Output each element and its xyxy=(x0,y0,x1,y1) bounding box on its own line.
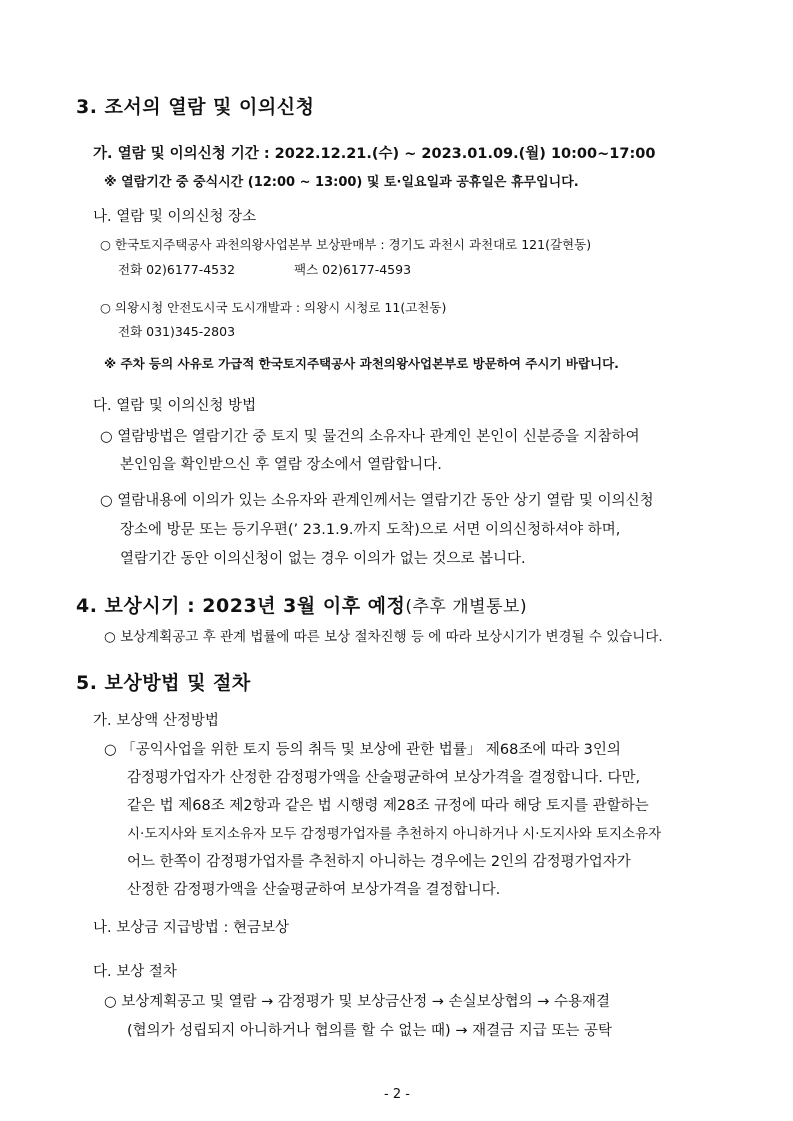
section-4-title-paren: (추후 개별통보) xyxy=(405,597,528,617)
place-lh-tel: 전화 02)6177-4532 xyxy=(118,262,236,277)
calc-line-3: 같은 법 제68조 제2항과 같은 법 시행령 제28조 규정에 따라 해당 토지를 관할하는 xyxy=(127,798,649,814)
period-heading: 가. 열람 및 이의신청 기간 : 2022.12.21.(수) ~ 2023.01.09.(월) 10:00~17:00 xyxy=(93,146,656,162)
procedure-line-1: ○ 보상계획공고 및 열람 → 감정평가 및 보상금산정 → 손실보상협의 → 수용재결 xyxy=(104,994,611,1010)
procedure-heading: 다. 보상 절차 xyxy=(93,964,177,980)
payment-heading: 나. 보상금 지급방법 : 현금보상 xyxy=(93,920,290,936)
method-2-line-3: 열람기간 동안 이의신청이 없는 경우 이의가 없는 것으로 봅니다. xyxy=(120,551,526,567)
timing-line: ○ 보상계획공고 후 관계 법률에 따른 보상 절차진행 등 에 따라 보상시기가 변경될 수 있습니다. xyxy=(104,629,663,645)
page-number: - 2 - xyxy=(384,1087,410,1102)
place-lh: ○ 한국토지주택공사 과천의왕사업본부 보상판매부 : 경기도 과천시 과천대로 121(갈현동) xyxy=(100,237,592,252)
section-4-title xyxy=(76,591,527,618)
lunch-note: ※ 열람기간 중 중식시간 (12:00 ~ 13:00) 및 토·일요일과 공휴일은 휴무입니다. xyxy=(104,175,579,190)
method-2-line-1: ○ 열람내용에 이의가 있는 소유자와 관계인께서는 열람기간 동안 상기 열람 및 이의신청 xyxy=(100,493,654,509)
calc-heading: 가. 보상액 산정방법 xyxy=(93,713,219,729)
procedure-line-2: (협의가 성립되지 아니하거나 협의를 할 수 없는 때) → 재결금 지급 또는 공탁 xyxy=(127,1023,612,1039)
place-city: ○ 의왕시청 안전도시국 도시개발과 : 의왕시 시청로 11(고천동) xyxy=(100,300,447,315)
parking-note: ※ 주차 등의 사유로 가급적 한국토지주택공사 과천의왕사업본부로 방문하여 주시기 바랍니다. xyxy=(104,356,619,371)
calc-line-1: ○ 「공익사업을 위한 토지 등의 취득 및 보상에 관한 법률」 제68조에 따라 3인의 xyxy=(104,742,621,758)
place-heading: 나. 열람 및 이의신청 장소 xyxy=(93,209,257,225)
calc-line-2: 감정평가업자가 산정한 감정평가액을 산술평균하여 보상가격을 결정합니다. 다만, xyxy=(127,770,641,786)
section-5-title: 5. 보상방법 및 절차 xyxy=(76,672,251,694)
calc-line-4: 시·도지사와 토지소유자 모두 감정평가업자를 추천하지 아니하거나 시·도지사와 토지소유자 xyxy=(127,826,662,842)
place-lh-fax: 팩스 02)6177-4593 xyxy=(294,262,412,277)
calc-line-5: 어느 한쪽이 감정평가업자를 추천하지 아니하는 경우에는 2인의 감정평가업자가 xyxy=(127,854,631,870)
section-4-title-main: 4. 보상시기 : 2023년 3월 이후 예정 xyxy=(76,595,406,617)
method-1-line-2: 본인임을 확인받으신 후 열람 장소에서 열람합니다. xyxy=(120,457,442,473)
method-1-line-1: ○ 열람방법은 열람기간 중 토지 및 물건의 소유자나 관계인 본인이 신분증을 지참하여 xyxy=(100,429,640,445)
method-heading: 다. 열람 및 이의신청 방법 xyxy=(93,398,257,414)
calc-line-6: 산정한 감정평가액을 산술평균하여 보상가격을 결정합니다. xyxy=(127,882,501,898)
method-2-line-2: 장소에 방문 또는 등기우편(’ 23.1.9.까지 도착)으로 서면 이의신청하셔야 하며, xyxy=(120,522,621,538)
place-city-tel: 전화 031)345-2803 xyxy=(118,324,236,339)
section-3-title: 3. 조서의 열람 및 이의신청 xyxy=(76,96,315,118)
